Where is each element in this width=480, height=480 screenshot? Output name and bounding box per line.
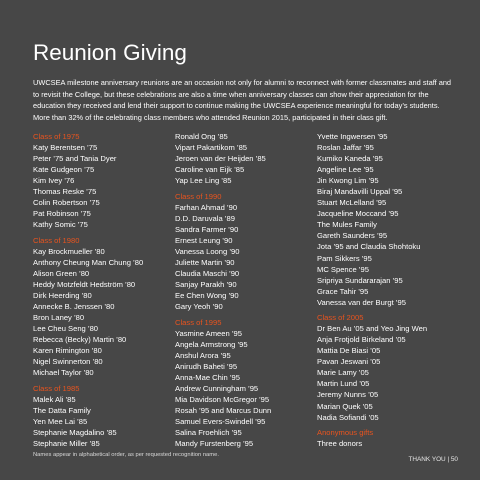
donor-name: Biraj Mandavilli Uppal ’95 <box>317 187 403 197</box>
donor-group <box>317 312 457 422</box>
donor-name: Jota ’95 and Claudia Shohtoku <box>317 242 421 252</box>
donor-name: Lee Cheu Seng ’80 <box>33 324 99 334</box>
donor-column-3 <box>317 131 457 449</box>
donor-name: Jin Kwong Lim ’95 <box>317 176 379 186</box>
donor-name: Pam Sikkers ’95 <box>317 253 372 263</box>
donor-name: Colin Robertson ’75 <box>33 198 100 208</box>
donor-name: Heddy Motzfeldt Hedström ’80 <box>33 280 136 289</box>
donor-name: Vipart Pakartikom ’85 <box>175 143 248 153</box>
donor-name: Claudia Maschi ’90 <box>175 268 240 278</box>
donor-name: Peter ’75 and Tania Dyer <box>33 154 117 164</box>
donor-name: Ronald Ong ’85 <box>175 132 228 141</box>
donor-name: Farhan Ahmad ’90 <box>175 202 238 212</box>
donor-name: Annecke B. Jenssen ’80 <box>33 302 115 312</box>
class-heading: Class of 1995 <box>175 317 222 327</box>
donor-name: Mia Davidson McGregor ’95 <box>175 394 270 404</box>
footnote: Names appear in alphabetical order, as per requested recognition name. <box>33 452 219 458</box>
donor-column-2 <box>175 131 297 449</box>
donor-name: Kim Ivey ’76 <box>33 176 75 186</box>
donor-name: Gareth Saunders ’95 <box>317 231 388 241</box>
donor-name: Rosah ’95 and Marcus Dunn <box>175 405 272 415</box>
donor-name: Yap Lee Ling ’85 <box>175 176 232 186</box>
donor-name: Pavan Jeswani ’05 <box>317 357 381 367</box>
class-heading: Anonymous gifts <box>317 428 374 437</box>
donor-name: Grace Tahir ’95 <box>317 286 369 296</box>
donor-name: Rebecca (Becky) Martin ’80 <box>33 335 127 345</box>
donor-name: Stephanie Miller ’85 <box>33 439 100 449</box>
donor-group <box>317 427 457 449</box>
donor-name: Vanessa van der Burgt ’95 <box>317 297 406 307</box>
donor-name: D.D. Daruvala ’89 <box>175 213 235 223</box>
donor-name: Michael Taylor ’80 <box>33 368 94 378</box>
donor-name: Bron Laney ’80 <box>33 313 85 323</box>
class-heading: Class of 1985 <box>33 383 80 393</box>
donor-name: Nigel Swinnerton ’80 <box>33 357 103 367</box>
donor-name: Anirudh Baheti ’95 <box>175 361 238 371</box>
donor-group <box>175 317 297 450</box>
donor-name: Yvette Ingwersen ’95 <box>317 132 388 141</box>
donor-name: Pat Robinson ’75 <box>33 209 91 219</box>
donor-name: Jacqueline Moccand ’95 <box>317 209 399 219</box>
donor-name: The Datta Family <box>33 405 91 415</box>
donor-name: Anja Frotjold Birkeland ’05 <box>317 335 406 345</box>
donor-name: Anthony Cheung Man Chung ’80 <box>33 257 144 267</box>
donor-name: Kumiko Kaneda ’95 <box>317 154 383 164</box>
donor-name: Karen Rimington ’80 <box>33 346 102 356</box>
donor-group <box>33 235 155 379</box>
donor-name: Anshul Arora ’95 <box>175 350 231 360</box>
donor-name: Anna-Mae Chin ’95 <box>175 372 241 382</box>
donor-name: Sanjay Parakh ’90 <box>175 280 237 289</box>
donor-name: Stephanie Magdalino ’85 <box>33 428 117 437</box>
class-heading: Class of 2005 <box>317 313 364 323</box>
donor-name: Kate Gudgeon ’75 <box>33 165 95 175</box>
page-title: Reunion Giving <box>33 40 187 65</box>
donor-name: Gary Yeoh ’90 <box>175 302 223 312</box>
donor-name: Jeroen van der Heijden ’85 <box>175 154 266 164</box>
donor-name: The Mules Family <box>317 220 377 230</box>
donor-name: Mattia De Biasi ’05 <box>317 346 381 356</box>
donor-name: Marie Lamy ’05 <box>317 368 369 378</box>
donor-name: Sripriya Sundararajan ’95 <box>317 275 403 285</box>
donor-name: Alison Green ’80 <box>33 268 90 278</box>
donor-group <box>33 131 155 230</box>
donor-name: Dirk Heerding ’80 <box>33 291 92 301</box>
donor-name: Kathy Somic ’75 <box>33 220 88 230</box>
donor-name: Three donors <box>317 439 363 449</box>
donor-name: Samuel Evers-Swindell ’95 <box>175 416 266 426</box>
class-heading: Class of 1975 <box>33 132 80 141</box>
page-number: THANK YOU | 50 <box>408 456 458 463</box>
donor-name: Nadia Sofiandi ’05 <box>317 412 379 422</box>
donor-name: Katy Berentsen ’75 <box>33 143 98 153</box>
class-heading: Class of 1990 <box>175 191 222 201</box>
donor-name: Yen Mee Lai ’85 <box>33 416 88 426</box>
donor-name: Juliette Martin ’90 <box>175 257 235 267</box>
donor-name: Kay Brockmueller ’80 <box>33 246 105 256</box>
donor-name: Martin Lund ’05 <box>317 379 370 389</box>
donor-name: Marian Quek ’05 <box>317 401 373 411</box>
donor-name: Thomas Reske ’75 <box>33 187 97 197</box>
donor-name: MC Spence ’95 <box>317 264 369 274</box>
class-heading: Class of 1980 <box>33 235 80 245</box>
donor-name: Roslan Jaffar ’95 <box>317 143 374 153</box>
donor-name: Angela Armstrong ’95 <box>175 339 248 349</box>
donor-name: Ee Chen Wong ’90 <box>175 291 239 301</box>
donor-name: Jeremy Nunns ’05 <box>317 390 379 400</box>
donor-name: Vanessa Loong ’90 <box>175 246 240 256</box>
donor-name: Caroline van Eijk ’85 <box>175 165 245 175</box>
donor-name: Stuart McLelland ’95 <box>317 198 387 208</box>
donor-name: Angeline Lee ’95 <box>317 165 374 175</box>
donor-name: Salina Froehlich ’95 <box>175 428 242 437</box>
donor-group <box>317 131 457 308</box>
donor-name: Malek Ali ’85 <box>33 394 76 404</box>
donor-name: Yasmine Ameen ’95 <box>175 328 242 338</box>
donor-name: Sandra Farmer ’90 <box>175 224 239 234</box>
donor-name: Andrew Cunningham ’95 <box>175 383 259 393</box>
donor-column-1 <box>33 131 155 449</box>
intro-paragraph: UWCSEA milestone anniversary reunions are an occasion not only for alumni to reconnect with former classmates and staff and to revisit the College, but these celebrations are also a time when anniversary classes can show their appreciation for the education they received and lend their support to continue making the UWCSEA experience meaningful for today’s students. More than 32% of the celebrating class members who attended Reunion 2015, participated in their class gift. <box>33 78 452 122</box>
donor-name: Mandy Furstenberg ’95 <box>175 439 254 449</box>
donor-group <box>33 383 155 449</box>
donor-group <box>175 191 297 313</box>
donor-name: Dr Ben Au ’05 and Yeo Jing Wen <box>317 324 428 334</box>
donor-group <box>175 131 297 186</box>
donor-name: Ernest Leung ’90 <box>175 235 233 245</box>
